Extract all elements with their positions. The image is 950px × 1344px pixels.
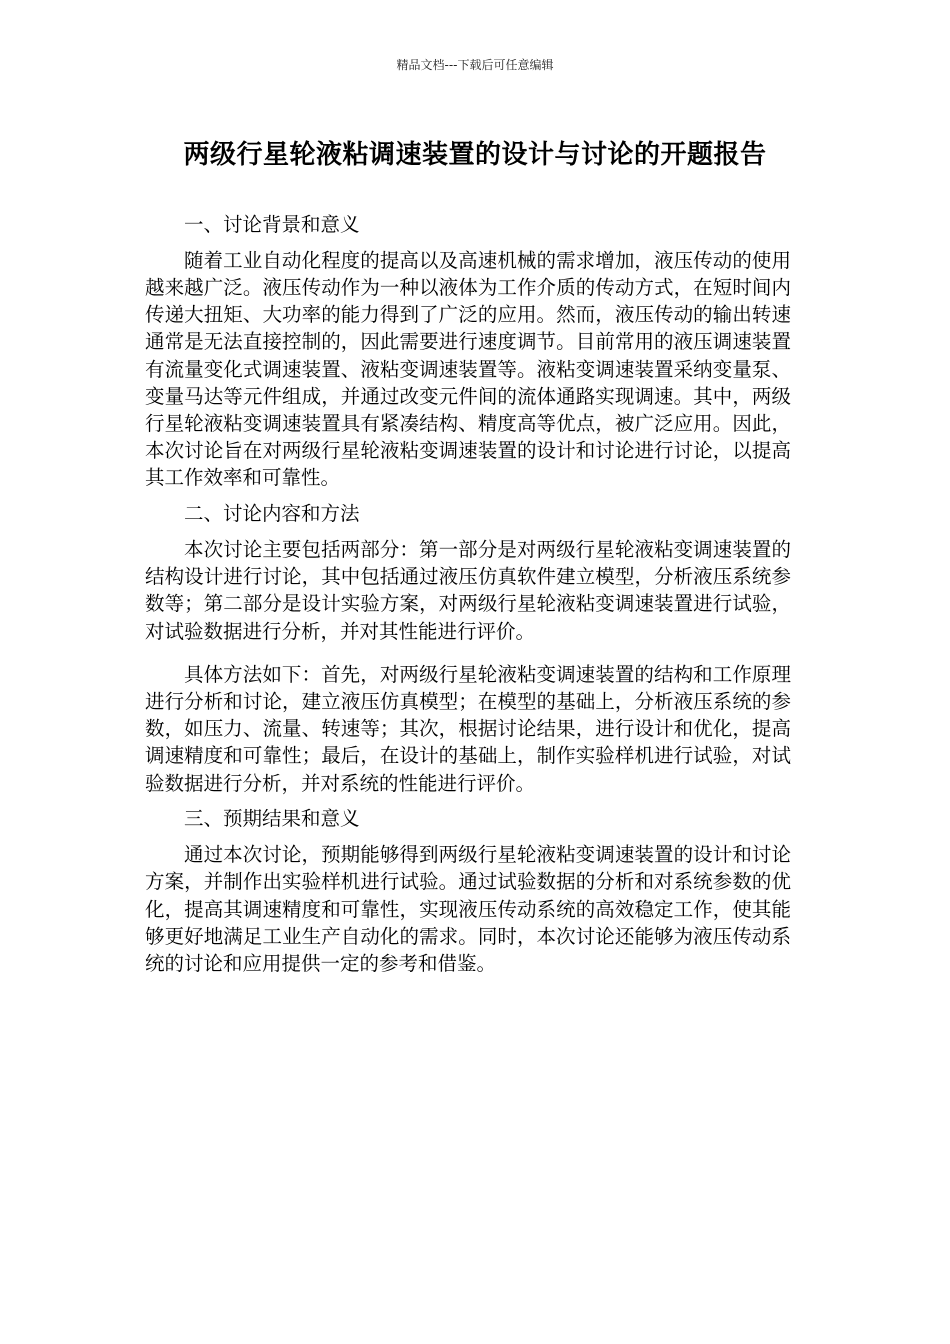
paragraph-method: 具体方法如下：首先，对两级行星轮液粘变调速装置的结构和工作原理进行分析和讨论，建立液压仿真模型；在模型的基础上，分析液压系统的参数，如压力、流量、转速等；其次，根据讨论结果，进行设计和优化，提高调速精度和可靠性；最后，在设计的基础上，制作实验样机进行试验，对试验数据进行分析，并对系统的性能进行评价。	[145, 662, 791, 795]
section-heading-content-method: 二、讨论内容和方法	[184, 502, 360, 526]
paragraph-expected-results: 通过本次讨论，预期能够得到两级行星轮液粘变调速装置的设计和讨论方案，并制作出实验样机进行试验。通过试验数据的分析和对系统参数的优化，提高其调速精度和可靠性，实现液压传动系统的高效稳定工作，使其能够更好地满足工业生产自动化的需求。同时，本次讨论还能够为液压传动系统的讨论和应用提供一定的参考和借鉴。	[145, 843, 791, 976]
paragraph-background: 随着工业自动化程度的提高以及高速机械的需求增加，液压传动的使用越来越广泛。液压传动作为一种以液体为工作介质的传动方式，在短时间内传递大扭矩、大功率的能力得到了广泛的应用。然而，液压传动的输出转速通常是无法直接控制的，因此需要进行速度调节。目前常用的液压调速装置有流量变化式调速装置、液粘变调速装置等。液粘变调速装置采纳变量泵、变量马达等元件组成，并通过改变元件间的流体通路实现调速。其中，两级行星轮液粘变调速装置具有紧凑结构、精度高等优点，被广泛应用。因此，本次讨论旨在对两级行星轮液粘变调速装置的设计和讨论进行讨论，以提高其工作效率和可靠性。	[145, 248, 791, 490]
section-heading-background: 一、讨论背景和意义	[184, 213, 360, 236]
section-heading-expected-results: 三、预期结果和意义	[184, 807, 360, 831]
paragraph-content: 本次讨论主要包括两部分：第一部分是对两级行星轮液粘变调速装置的结构设计进行讨论，其中包括通过液压仿真软件建立模型，分析液压系统参数等；第二部分是设计实验方案，对两级行星轮液粘变调速装置进行试验，对试验数据进行分析，并对其性能进行评价。	[145, 538, 791, 643]
document-body	[145, 211, 791, 986]
page-header-watermark: 精品文档---下载后可任意编辑	[396, 58, 554, 72]
document-title: 两级行星轮液粘调速装置的设计与讨论的开题报告	[183, 140, 767, 170]
